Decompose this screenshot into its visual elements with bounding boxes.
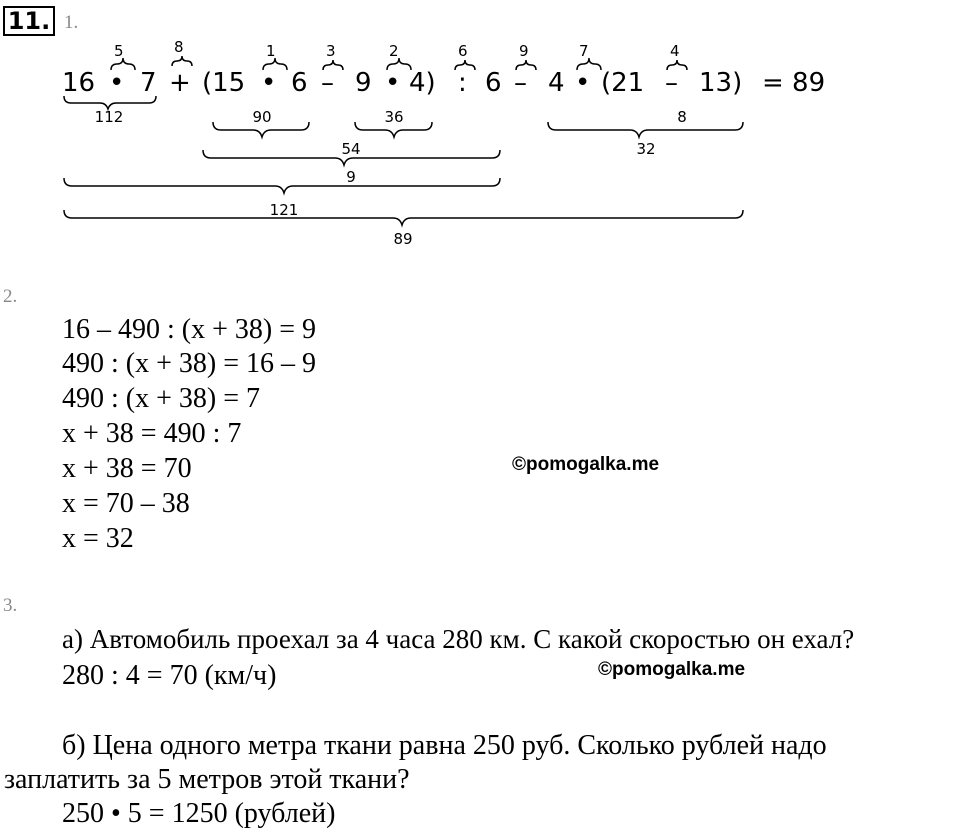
watermark: ©pomogalka.me <box>512 454 660 475</box>
operator-arc <box>111 58 135 70</box>
order-number: 7 <box>579 42 589 60</box>
result-value: 89 <box>393 230 413 248</box>
equation-line: 16 – 490 : (x + 38) = 9 <box>62 314 317 345</box>
result-value: 32 <box>636 140 656 158</box>
operator-arc <box>577 58 601 70</box>
task-number-badge: 11. <box>3 6 55 36</box>
part2-label: 2. <box>3 286 18 307</box>
result-value: 121 <box>269 201 299 219</box>
operator-arc <box>667 60 687 70</box>
expr-token: – <box>514 68 527 98</box>
expr-token: = 89 <box>762 68 826 98</box>
operator-arc <box>387 58 411 70</box>
result-value: 9 <box>346 168 356 186</box>
expr-token: (21 <box>601 68 645 98</box>
problem-a-text: а) Автомобиль проехал за 4 часа 280 км. С какой скоростью он ехал? <box>62 624 855 654</box>
expr-token: : <box>458 68 467 98</box>
equation-line: 490 : (x + 38) = 7 <box>62 383 261 414</box>
order-number: 4 <box>670 42 680 60</box>
result-value: 90 <box>252 108 272 126</box>
operator-arc <box>323 60 343 70</box>
part1-label: 1. <box>64 12 79 33</box>
operator-arc <box>516 60 536 70</box>
result-value: 54 <box>341 140 361 158</box>
expr-token: 7 <box>140 68 157 98</box>
equation-line: x + 38 = 490 : 7 <box>62 418 242 449</box>
problem-a-solution: 280 : 4 = 70 (км/ч) <box>62 660 277 691</box>
expr-token: • <box>385 68 401 98</box>
order-number: 9 <box>519 42 529 60</box>
equation-line: 490 : (x + 38) = 16 – 9 <box>62 348 317 379</box>
order-number: 3 <box>326 42 336 60</box>
equation-line: x = 32 <box>62 523 134 554</box>
equation-line: x = 70 – 38 <box>62 488 190 519</box>
expr-token: • <box>575 68 591 98</box>
underbrace <box>64 210 743 225</box>
equation-line: x + 38 = 70 <box>62 453 192 484</box>
order-number: 6 <box>458 42 468 60</box>
watermark: ©pomogalka.me <box>598 659 746 680</box>
part3-label: 3. <box>3 595 18 616</box>
expr-token: • <box>261 68 277 98</box>
operator-arc <box>172 56 192 66</box>
underbrace <box>64 178 500 193</box>
order-number: 5 <box>114 42 124 60</box>
expr-token: 6 <box>485 68 502 98</box>
operator-arc <box>263 58 287 70</box>
expression-braces <box>0 0 960 260</box>
problem-b-text-line1: б) Цена одного метра ткани равна 250 руб. Сколько рублей надо <box>62 730 827 761</box>
expr-token: – <box>665 68 678 98</box>
order-number: 8 <box>174 38 184 56</box>
expr-token: 13) <box>699 68 743 98</box>
problem-b-text-line2: заплатить за 5 метров этой ткани? <box>4 764 410 795</box>
expr-token: – <box>321 68 334 98</box>
expr-token: 4) <box>409 68 436 98</box>
expr-token: 4 <box>548 68 565 98</box>
expr-token: 16 <box>62 68 96 98</box>
operator-arc <box>455 60 475 70</box>
expr-token: • <box>109 68 125 98</box>
expr-token: 9 <box>355 68 372 98</box>
order-number: 2 <box>389 42 399 60</box>
order-number: 1 <box>266 42 276 60</box>
underbrace <box>64 190 80 194</box>
expr-token: 6 <box>291 68 308 98</box>
expr-token: (15 <box>202 68 246 98</box>
problem-b-solution: 250 • 5 = 1250 (рублей) <box>62 798 336 829</box>
result-value: 8 <box>677 108 687 126</box>
result-value: 112 <box>94 108 124 126</box>
result-value: 36 <box>384 108 404 126</box>
underbrace <box>548 122 743 137</box>
expr-token: + <box>169 68 191 98</box>
